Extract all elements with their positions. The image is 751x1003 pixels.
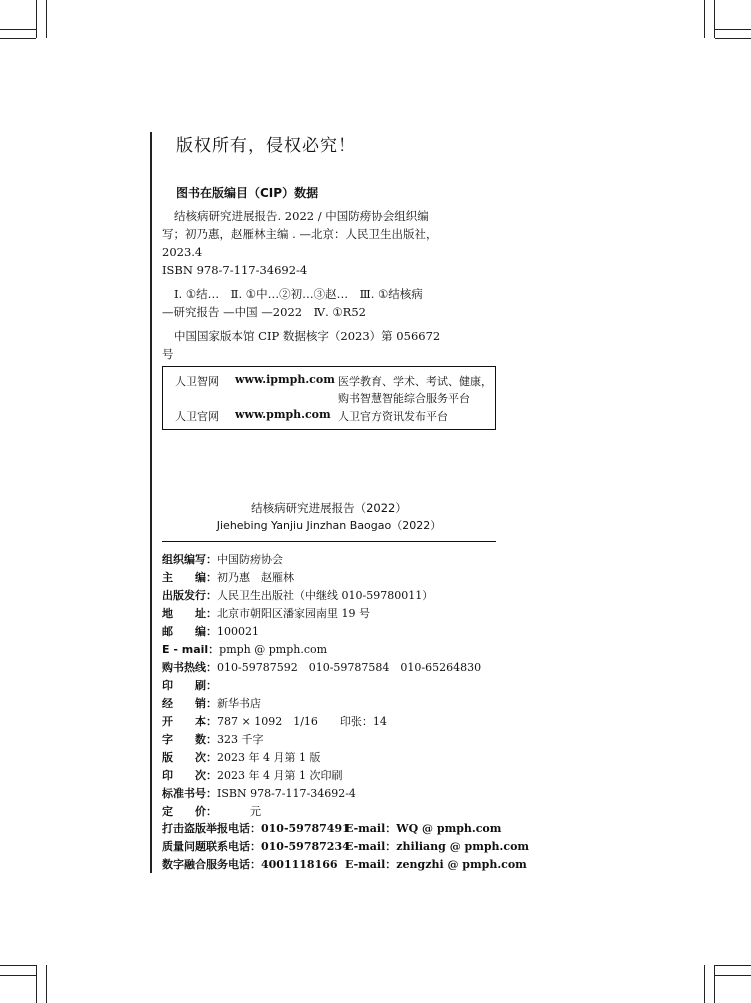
book-title: 结核病研究进展报告（2022） [251,501,407,515]
detail-value: 2023 年 4 月第 1 次印刷 [217,769,343,782]
contact-row [162,838,530,856]
crop-mark [714,0,715,38]
detail-value: 100021 [217,625,259,638]
cip-line: ISBN 978-7-117-34692-4 [162,263,308,277]
website-desc: 人卫官方资讯发布平台 [338,410,448,423]
detail-label: 组织编写： [162,553,217,566]
crop-mark [715,975,751,976]
website-desc: 医学教育、学术、考试、健康， [338,375,492,388]
divider [162,541,496,542]
website-row-cont [163,390,495,408]
detail-value: 010-59787592 010-59787584 010-65264830 [217,661,482,674]
detail-value: 323 千字 [217,733,264,746]
detail-value: 新华书店 [217,697,261,710]
detail-label: 主 编： [162,571,217,584]
detail-row [162,623,496,641]
cip-number: 中国国家版本馆 CIP 数据核字（2023）第 056672 号 [162,329,441,361]
margin-rule [150,132,152,873]
contact-phone: 010-59787491 [261,822,350,835]
detail-value: 2023 年 4 月第 1 版 [217,751,321,764]
detail-row [162,731,496,749]
detail-row [162,605,496,623]
contact-phone: 4001118166 [261,858,338,871]
cip-line: 2023.4 [162,245,203,259]
crop-mark [715,38,751,39]
contact-email: E-mail：zengzhi @ pmph.com [345,858,527,871]
detail-label: 地 址： [162,607,217,620]
detail-label: 购书热线： [162,661,217,674]
cip-classification: Ⅰ. ①结… Ⅱ. ①中…②初…③赵… Ⅲ. ①结核病 [174,287,423,301]
detail-value: 中国防痨协会 [217,553,283,566]
crop-mark [715,965,751,966]
contact-phone: 010-59787234 [261,840,350,853]
detail-row [162,785,496,803]
crop-mark [714,965,715,1003]
website-desc: 购书智慧智能综合服务平台 [338,392,470,405]
contact-label: 质量问题联系电话： [162,840,261,853]
crop-mark [704,0,705,38]
crop-mark [46,0,47,38]
detail-label: E - mail： [162,643,220,656]
detail-value: 787 × 1092 1/16 印张：14 [217,715,387,728]
crop-mark [704,965,705,1003]
book-title-pinyin: Jiehebing Yanjiu Jinzhan Baogao（2022） [216,519,442,532]
detail-label: 出版发行： [162,589,217,602]
crop-mark [715,29,751,30]
crop-mark [0,29,36,30]
publication-details [162,551,496,821]
contact-label: 打击盗版举报电话： [162,822,261,835]
detail-value: pmph @ pmph.com [219,643,328,656]
detail-row [162,569,496,587]
contact-info [162,820,530,874]
detail-value: ISBN 978-7-117-34692-4 [217,787,356,800]
website-url[interactable]: www.pmph.com [235,408,331,421]
crop-mark [0,38,36,39]
detail-row [162,713,496,731]
detail-label: 字 数： [162,733,217,746]
website-name: 人卫官网 [175,410,219,423]
detail-row [162,677,496,695]
crop-mark [0,975,36,976]
detail-value: 北京市朝阳区潘家园南里 19 号 [217,607,370,620]
crop-mark [36,965,37,1003]
cip-line: 结核病研究进展报告. 2022 / 中国防痨协会组织编 [174,209,429,223]
detail-label: 定 价： [162,805,217,818]
detail-row [162,587,496,605]
detail-label: 经 销： [162,697,217,710]
detail-row [162,641,496,659]
rights-notice: 版权所有，侵权必究！ [176,136,356,156]
detail-label: 印 刷： [162,679,217,692]
detail-row [162,749,496,767]
website-info-box [162,366,496,430]
detail-value: 人民卫生出版社（中继线 010-59780011） [217,589,434,602]
website-row [163,373,495,391]
crop-mark [46,965,47,1003]
detail-row [162,659,496,677]
cip-classification: —研究报告 —中国 —2022 Ⅳ. ①R52 [162,305,366,319]
contact-label: 数字融合服务电话： [162,858,261,871]
detail-label: 邮 编： [162,625,217,638]
detail-label: 开 本： [162,715,217,728]
contact-email: E-mail：WQ @ pmph.com [345,822,502,835]
detail-row [162,767,496,785]
website-row [163,408,495,426]
website-name: 人卫智网 [175,375,219,388]
cip-line: 写；初乃惠，赵雁林主编 . —北京：人民卫生出版社， [162,227,438,241]
contact-row [162,820,502,838]
contact-row [162,856,527,874]
detail-row [162,551,496,569]
website-url[interactable]: www.ipmph.com [235,373,335,386]
crop-mark [36,0,37,38]
crop-mark [0,965,36,966]
cip-record [162,207,452,363]
detail-label: 印 次： [162,769,217,782]
detail-value: 元 [217,805,261,818]
detail-row [162,695,496,713]
detail-value: 初乃惠 赵雁林 [217,571,294,584]
contact-email: E-mail：zhiliang @ pmph.com [345,840,530,853]
cip-heading: 图书在版编目（CIP）数据 [176,186,319,200]
detail-label: 标准书号： [162,787,217,800]
detail-row [162,803,496,821]
detail-label: 版 次： [162,751,217,764]
